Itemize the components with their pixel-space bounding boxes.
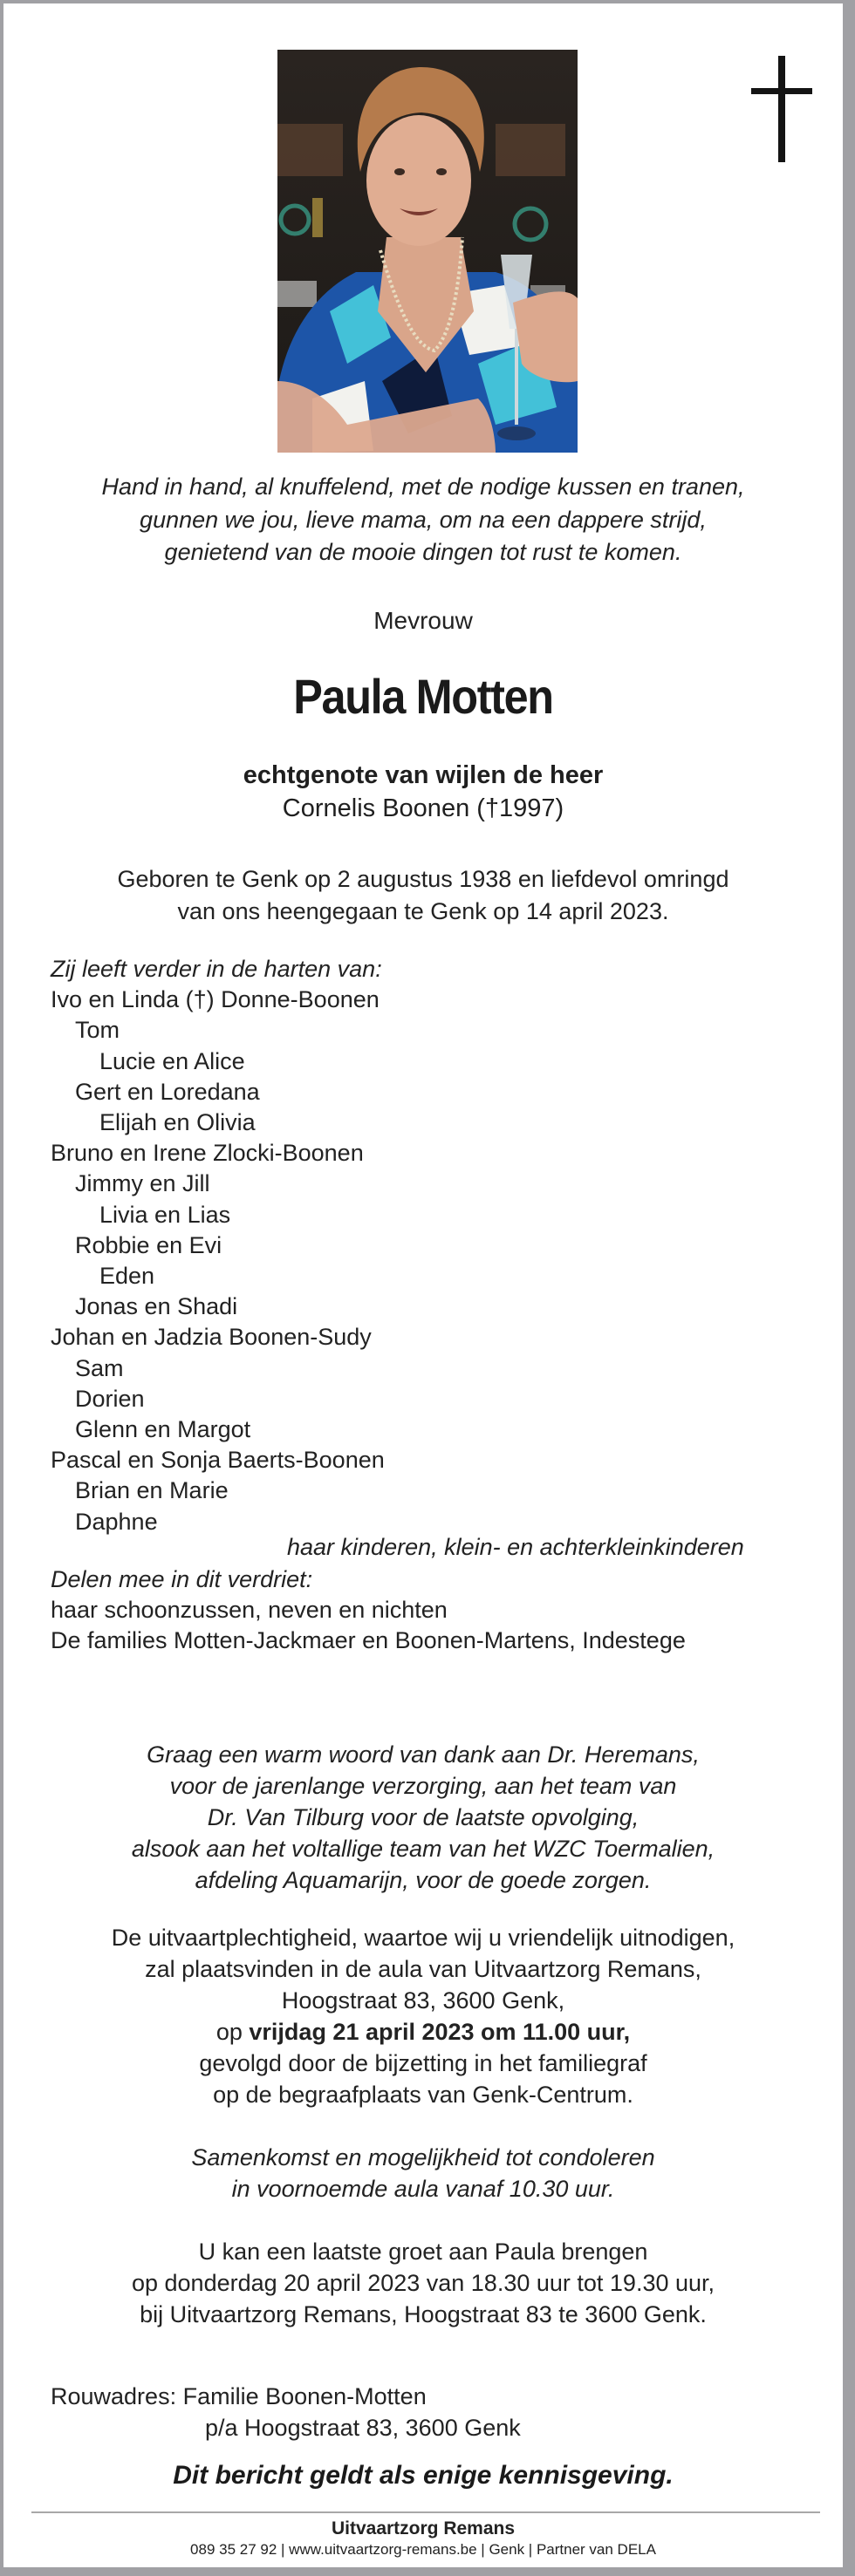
viewing-line: bij Uitvaartzorg Remans, Hoogstraat 83 te 3600 Genk. [140, 2301, 707, 2327]
deceased-name: Paula Motten [293, 669, 553, 724]
family-member: Pascal en Sonja Baerts-Boonen [51, 1447, 385, 1474]
funeral-line: Hoogstraat 83, 3600 Genk, [281, 1987, 565, 2014]
funeral-datetime: vrijdag 21 april 2023 om 11.00 uur, [249, 2019, 631, 2045]
family-member: Lucie en Alice [99, 1047, 245, 1074]
family-intro: Zij leeft verder in de harten van: [51, 956, 382, 982]
gathering-line: Samenkomst en mogelijkheid tot condoleren [191, 2144, 655, 2171]
family-member: Robbie en Evi [75, 1231, 222, 1258]
obituary-page [3, 3, 843, 2567]
gathering-line: in voornoemde aula vanaf 10.30 uur. [231, 2176, 615, 2202]
funeral-details [3, 1922, 843, 2110]
thanks-message [3, 1739, 843, 1896]
quote-line: Hand in hand, al knuffelend, met de nodige kussen en tranen, [101, 474, 745, 500]
family-member: Gert en Loredana [75, 1078, 260, 1105]
thanks-line: alsook aan het voltallige team van het WZC Toermalien, [131, 1836, 715, 1862]
funeral-datetime-prefix: op [215, 2019, 250, 2045]
born-line-1: Geboren te Genk op 2 augustus 1938 en liefdevol omringd [117, 866, 729, 892]
cross-horizontal-bar [751, 88, 812, 94]
portrait-photo [277, 50, 578, 453]
address-line-1: Rouwadres: Familie Boonen-Motten [51, 2383, 427, 2409]
thanks-line: afdeling Aquamarijn, voor de goede zorgen. [195, 1867, 652, 1893]
condolence-gathering [3, 2142, 843, 2205]
funeral-line: zal plaatsvinden in de aula van Uitvaartzorg Remans, [145, 1956, 701, 1982]
family-member: Tom [75, 1017, 120, 1044]
family-member: Eden [99, 1263, 155, 1290]
funeral-line: op de begraafplaats van Genk-Centrum. [213, 2082, 633, 2108]
farewell-viewing [3, 2236, 843, 2330]
cross-vertical-bar [778, 56, 785, 162]
family-member: Elijah en Olivia [99, 1109, 256, 1136]
share-intro: Delen mee in dit verdriet: [51, 1566, 313, 1592]
family-member: Glenn en Margot [75, 1416, 251, 1443]
family-member: Johan en Jadzia Boonen-Sudy [51, 1324, 372, 1351]
funeral-line: De uitvaartplechtigheid, waartoe wij u vriendelijk uitnodigen, [111, 1925, 735, 1951]
birth-death-info [3, 863, 843, 928]
viewing-line: op donderdag 20 april 2023 van 18.30 uur tot 19.30 uur, [131, 2270, 715, 2296]
born-line-2: van ons heengegaan te Genk op 14 april 2023. [177, 898, 669, 924]
thanks-line: Graag een warm woord van dank aan Dr. Heremans, [147, 1741, 700, 1768]
spouse-line-1: echtgenote van wijlen de heer [243, 761, 604, 789]
spouse-info [3, 759, 843, 825]
sharing-grief-list [51, 1564, 686, 1657]
mourning-address [51, 2381, 521, 2443]
family-member: Jonas en Shadi [75, 1293, 238, 1320]
funeral-home-contact: 089 35 27 92 | www.uitvaartzorg-remans.be | Genk | Partner van DELA [190, 2541, 656, 2558]
thanks-line: Dr. Van Tilburg voor de laatste opvolging, [207, 1804, 640, 1830]
funeral-home-name: Uitvaartzorg Remans [331, 2518, 516, 2539]
share-line: haar schoonzussen, neven en nichten [51, 1597, 448, 1624]
family-member: Sam [75, 1354, 124, 1381]
memorial-quote [3, 471, 843, 569]
family-member: Dorien [75, 1385, 145, 1412]
funeral-line: gevolgd door de bijzetting in het familiegraf [199, 2050, 647, 2076]
family-member: Bruno en Irene Zlocki-Boonen [51, 1140, 364, 1167]
family-member: Daphne [75, 1508, 158, 1535]
footer-divider [31, 2511, 820, 2513]
quote-line: gunnen we jou, lieve mama, om na een dappere strijd, [140, 506, 707, 533]
share-line: De families Motten-Jackmaer en Boonen-Martens, Indestege [51, 1627, 686, 1654]
family-member: Brian en Marie [75, 1477, 229, 1504]
viewing-line: U kan een laatste groet aan Paula brengen [198, 2239, 648, 2265]
family-list [51, 954, 385, 1537]
family-member: Ivo en Linda (†) Donne-Boonen [51, 986, 380, 1013]
family-member: Livia en Lias [99, 1201, 231, 1228]
honorific: Mevrouw [373, 607, 473, 634]
funeral-datetime-line [3, 2016, 843, 2048]
quote-line: genietend van de mooie dingen tot rust te komen. [164, 539, 682, 565]
family-member: Jimmy en Jill [75, 1170, 210, 1197]
sole-notice-statement: Dit bericht geldt als enige kennisgeving. [173, 2461, 674, 2490]
cross-icon [751, 56, 812, 162]
thanks-line: voor de jarenlange verzorging, aan het team van [169, 1773, 677, 1799]
spouse-line-2: Cornelis Boonen (†1997) [282, 794, 564, 822]
family-relation-caption: haar kinderen, klein- en achterkleinkinderen [287, 1534, 744, 1560]
address-line-2: p/a Hoogstraat 83, 3600 Genk [205, 2415, 521, 2441]
